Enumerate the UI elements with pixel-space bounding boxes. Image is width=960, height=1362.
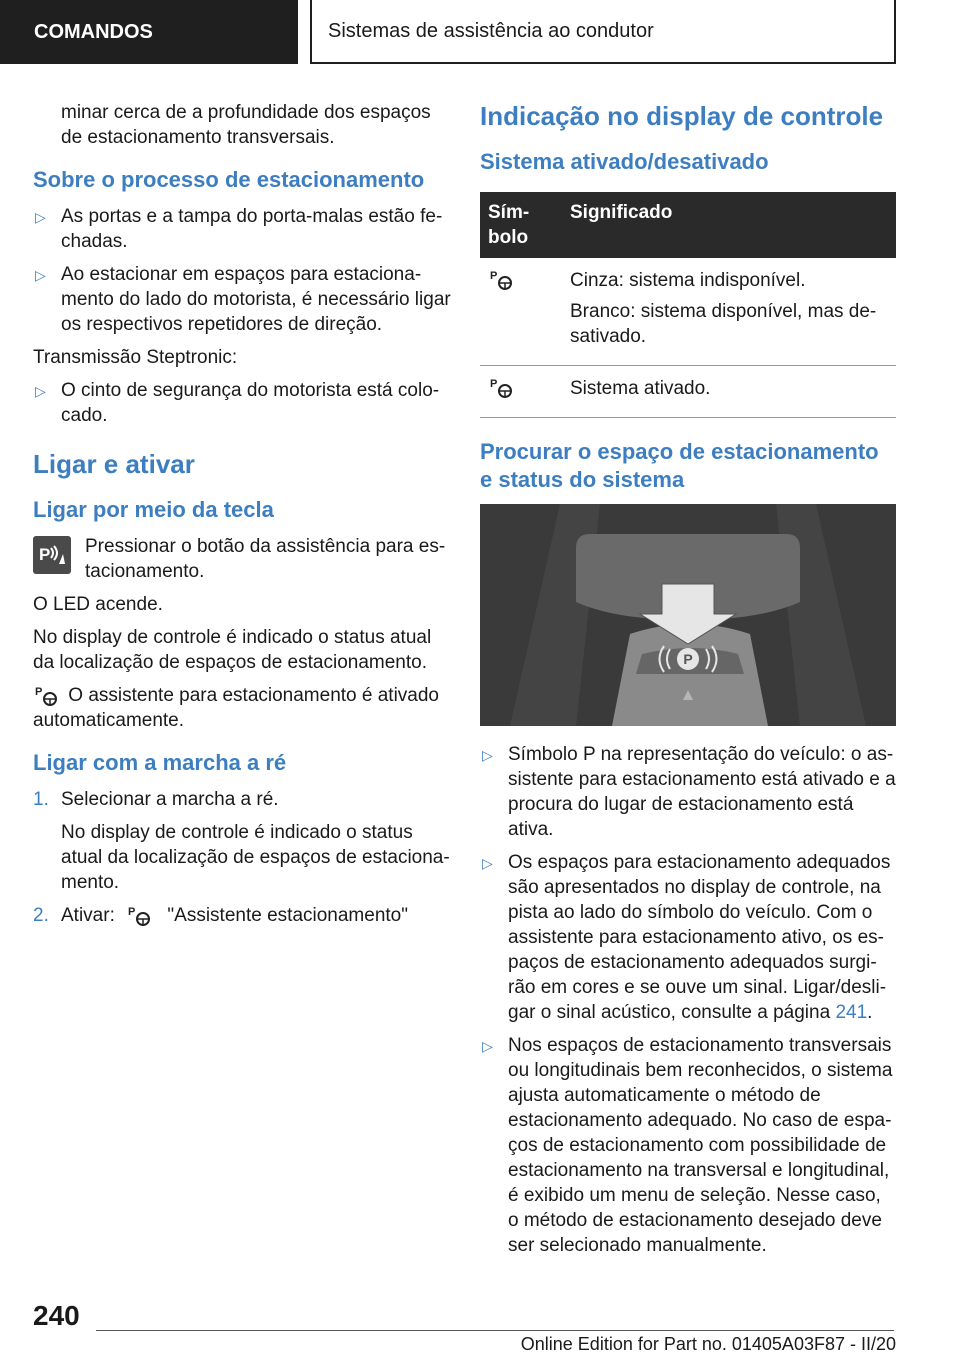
table-row <box>480 258 896 366</box>
step-item <box>33 903 451 928</box>
page-number: 240 <box>33 1300 80 1331</box>
led-text: O LED acende. <box>33 594 163 615</box>
chapter-tab <box>0 0 298 64</box>
svg-text:P: P <box>35 685 43 698</box>
parking-assistant-icon <box>33 684 63 708</box>
step-sub: No display de controle é indicado o status atual da localização de espaços de estacionamento. <box>61 822 450 893</box>
triangle-right-icon: ▷ <box>482 1038 493 1054</box>
table-header <box>480 192 896 258</box>
heading-process: Sobre o processo de estacionamento <box>33 167 425 192</box>
heading-sistema: Sistema ativado/desativado <box>480 149 769 174</box>
list-item: ▷ Símbolo P na representação do veículo: o assistente para estacionamento está ativado e a procura do lugar de estacionamento está ativa. <box>482 744 896 840</box>
display-text: No display de controle é indicado o status atual da localização de espaços de estacionamento. <box>33 627 432 673</box>
step-item <box>33 787 451 895</box>
list-item: ▷ Ao estacionar em espaços para estacionamento do lado do motorista, é necessário ligar os respectivos repetidores de direção. <box>35 264 451 335</box>
footer-divider <box>96 1330 894 1331</box>
parking-assistant-icon <box>488 376 518 400</box>
chapter-title: COMANDOS <box>34 20 153 43</box>
status-list <box>480 742 896 1258</box>
col-meaning: Significado <box>562 192 896 258</box>
symbol-cell <box>480 366 562 418</box>
svg-text:P: P <box>490 270 498 282</box>
intro-text: minar cerca de a profundidade dos espaços de estacionamento transversais. <box>61 102 431 148</box>
page-link[interactable]: 241 <box>835 1002 868 1023</box>
triangle-right-icon: ▷ <box>35 383 46 399</box>
meaning-cell: Sistema ativado. <box>562 366 896 418</box>
parking-assistant-icon <box>488 268 518 292</box>
list-item: ▷ Nos espaços de estacionamento transversais ou longitudinais bem reconhecidos, o sistema ajusta automaticamente o método de estacionamento adequado. No caso de espaços de estacionamento com possibilidade de estacionamento na transversal e longitudinal, é exibido um menu de seleção. Nesse caso, o método de estacionamento desejado deve ser selecionado manualmente. <box>482 1035 893 1256</box>
left-column <box>33 100 451 936</box>
steptronic-list <box>33 378 451 428</box>
right-column <box>480 100 896 1266</box>
auto-text: P O assistente para estacionamento é ativado automaticamente. <box>33 685 440 731</box>
svg-text:P: P <box>128 905 136 918</box>
heading-marcha: Ligar com a marcha a ré <box>33 750 287 775</box>
step-number: 1. <box>33 789 49 810</box>
section-header <box>310 0 896 64</box>
triangle-right-icon: ▷ <box>35 267 46 283</box>
triangle-right-icon: ▷ <box>482 747 493 763</box>
heading-procurar: Procurar o espaço de estacionamento e status do sistema <box>480 439 879 492</box>
parking-button-icon <box>33 536 71 574</box>
tecla-text: Pressionar o botão da assistência para estacionamento. <box>85 536 446 582</box>
triangle-right-icon: ▷ <box>35 209 46 225</box>
steptronic-label: Transmissão Steptronic: <box>33 347 238 368</box>
illus-p-label: P <box>683 651 693 667</box>
list-item: ▷ Os espaços para estacionamento adequados são apresentados no display de controle, na pista ao lado do símbolo do veículo. Com o assistente para estacionamento ativo, os espaços de estacionamento adequados surgirão em cores e se ouve um sinal. Ligar/desligar o sinal acústico, consulte a página 241. <box>482 852 891 1023</box>
steps-list <box>33 787 451 928</box>
symbol-table <box>480 192 896 418</box>
step-text: Selecionar a marcha a ré. <box>61 789 279 810</box>
section-title: Sistemas de assistência ao condutor <box>328 19 654 42</box>
svg-text:P: P <box>39 545 51 564</box>
heading-ligar: Ligar e ativar <box>33 449 195 479</box>
svg-text:P: P <box>490 378 498 390</box>
list-item: ▷ O cinto de segurança do motorista está colocado. <box>35 380 440 426</box>
meaning-cell: Cinza: sistema indisponível. Branco: sistema disponível, mas desativado. <box>562 258 896 366</box>
list-item: ▷ As portas e a tampa do porta-malas estão fechadas. <box>35 206 443 252</box>
parking-assistant-icon <box>126 904 156 928</box>
step-prefix: Ativar: <box>61 905 115 926</box>
step-number: 2. <box>33 905 49 926</box>
edition-text: Online Edition for Part no. 01405A03F87 - II/20 <box>520 1334 896 1354</box>
symbol-cell <box>480 258 562 366</box>
triangle-right-icon: ▷ <box>482 855 493 871</box>
heading-indicacao: Indicação no display de controle <box>480 101 884 131</box>
col-symbol: Símbolo <box>480 192 562 258</box>
display-illustration <box>480 504 896 726</box>
table-row <box>480 366 896 418</box>
heading-tecla: Ligar por meio da tecla <box>33 497 274 522</box>
tecla-row <box>33 534 451 584</box>
process-list <box>33 204 451 337</box>
step-suffix: "Assistente estacionamento" <box>167 905 408 926</box>
